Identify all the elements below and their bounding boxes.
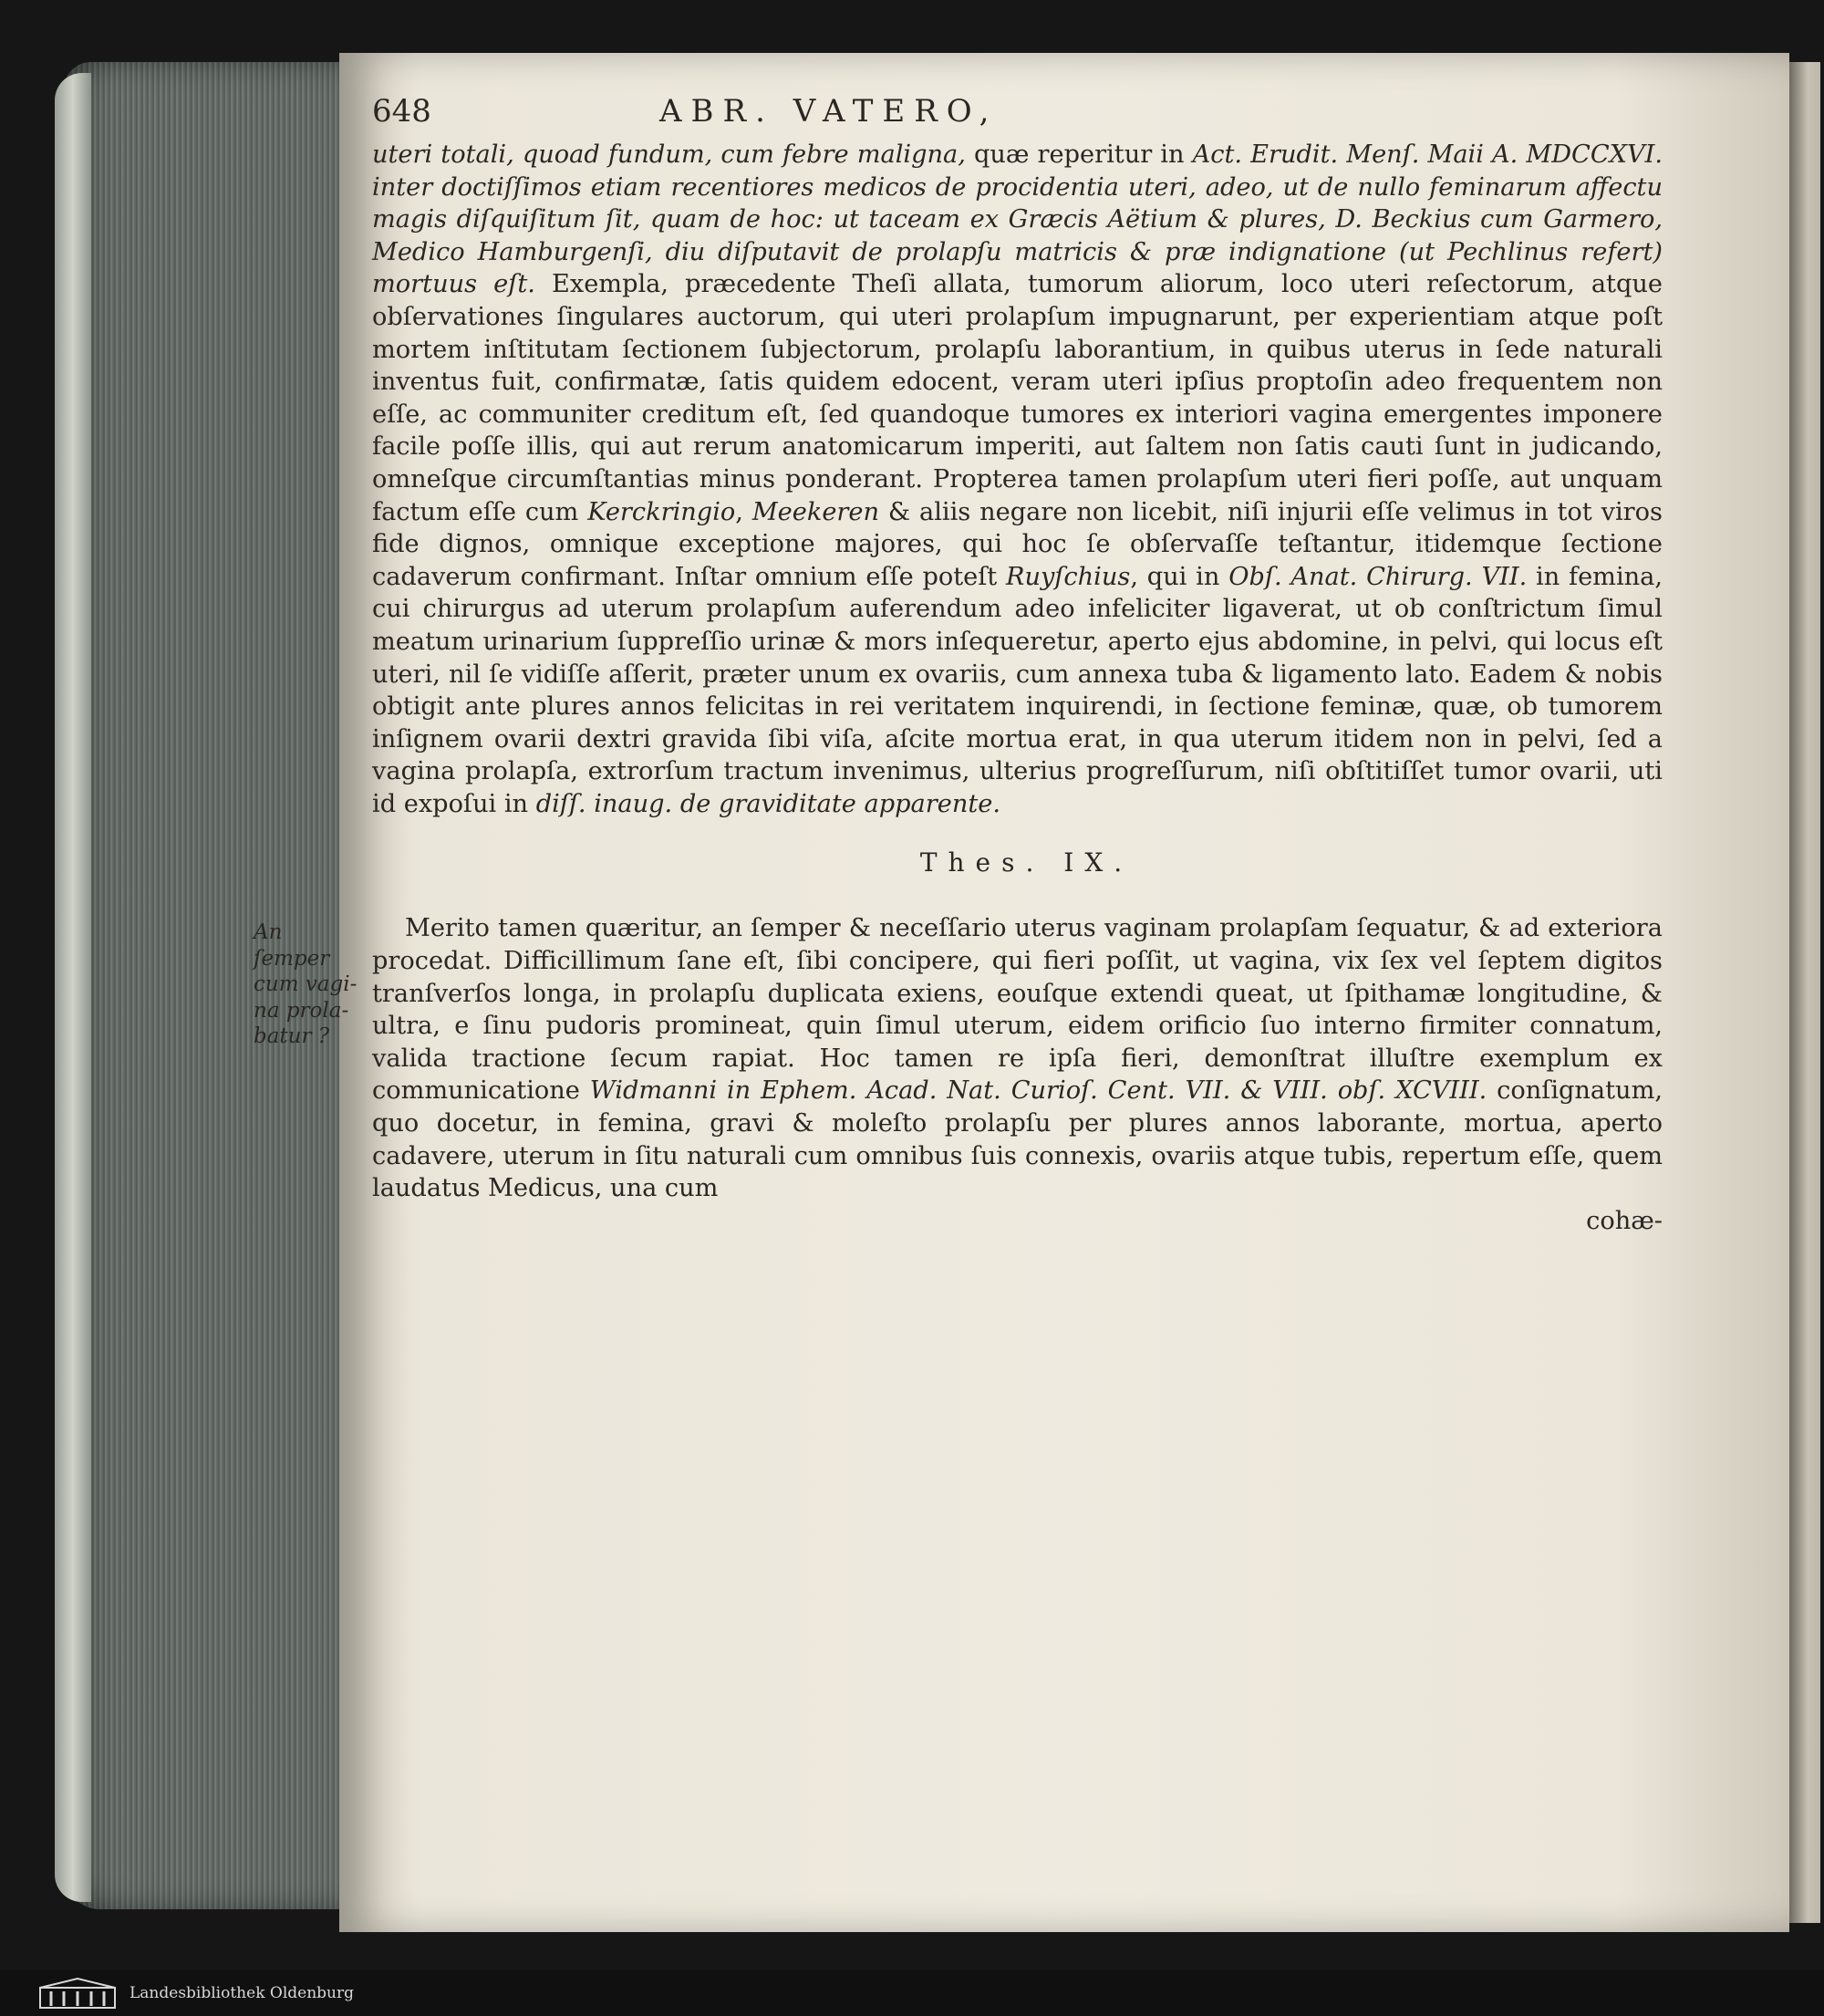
- header-title: ABR. VATERO,: [659, 93, 999, 130]
- text-span: Ruyſchius: [1006, 562, 1131, 591]
- thesis-ix-block: [254, 912, 1663, 1237]
- text-span: Widmanni in Ephem. Acad. Nat. Curioſ. Cent. VII. & VIII. obſ. XCVIII.: [589, 1076, 1487, 1106]
- text-span: Meekeren: [751, 497, 880, 526]
- page-number: 648: [372, 93, 431, 130]
- text-span: , qui in: [1130, 562, 1229, 591]
- section-title: Thes. IX.: [919, 847, 1134, 878]
- text-span: Merito tamen quæritur, an ſemper & neceſſario uterus vaginam prolapſam ſequatur, & ad exteriora procedat. Difficillimum ſane eſt, ſibi concipere, qui fieri poſſit, ut vagina, vix ſex vel ſeptem digitos tranſverſos longa, in prolapſu duplicata exiens, eouſque extendi queat, ut ſpithamæ longitudine, & ultra, e ſinu pudoris promineat, quin ſimul uterum, eidem orificio ſuo interno firmiter connatum, valida tractione ſecum rapiat. Hoc tamen re ipſa fieri, demonſtrat illuſtre exemplum ex communicatione: [372, 914, 1663, 1106]
- footer-bar: [0, 1970, 1824, 2016]
- text-span: & aliis negare non licebit, niſi injurii eſſe velimus in tot viros fide dignos, omnique exceptione majores, qui hoc ſe obſervaſſe teſtantur, itidemque ſectione cadaverum confirmant. Inſtar omnium eſſe poteſt: [372, 497, 1663, 591]
- paragraph-1: [372, 139, 1663, 820]
- library-building-icon: [38, 1977, 117, 2010]
- paragraph-2: [372, 912, 1663, 1204]
- facing-page-edge: [1789, 62, 1820, 1923]
- running-head: [372, 84, 1663, 139]
- text-span: conſignatum, quo docetur, in femina, gravi & moleſto prolapſu per plures annos laborante, mortua, aperto cadavere, uterum in ſitu naturali cum omnibus ſuis connexis, ovariis atque tubis, repertum eſſe, quem laudatus Medicus, una cum: [372, 1076, 1663, 1203]
- library-name: Landesbibliothek Oldenburg: [130, 1984, 355, 2002]
- text-span: Act. Erudit. Menſ. Maii A. MDCCXVI. inter doctiſſimos etiam recentiores medicos de procidentia uteri, adeo, ut de nullo feminarum affectu magis diſquiſitum ſit, quam de hoc: ut taceam ex Græcis Aëtium & plures, D. Beckius cum Garmero, Medico Hamburgenſi, diu diſputavit de prolapſu matricis & præ indignatione (ut Pechlinus refert) mortuus eſt.: [372, 140, 1663, 299]
- text-span: Exempla, præcedente Theſi allata, tumorum aliorum, loco uteri reſectorum, atque obſervationes ſingulares auctorum, qui uteri prolapſum impugnarunt, per experientiam atque poſt mortem inſtitutam ſectionem ſubjectorum, prolapſu laborantium, in quibus uterus in ſede naturali inventus fuit, confirmatæ, ſatis quidem edocent, veram uteri ipſius proptoſin adeo frequentem non eſſe, ac communiter creditum eſt, ſed quandoque tumores ex interiori vagina emergentes imponere facile poſſe illis, qui aut rerum anatomicarum imperiti, aut ſaltem non ſatis cauti ſunt in judicando, omneſque circumſtantias minus ponderant. Propterea tamen prolapſum uteri fieri poſſe, aut unquam factum eſſe cum: [372, 270, 1663, 526]
- text-span: uteri totali, quoad fundum, cum febre maligna,: [372, 140, 966, 169]
- text-span: quæ reperitur in: [965, 140, 1193, 169]
- margin-note: An ſemper cum vagi- na prola- batur ?: [254, 920, 358, 1049]
- text-span: Obſ. Anat. Chirurg. VII.: [1228, 562, 1528, 591]
- catchword: cohæ-: [1586, 1206, 1663, 1235]
- text-span: Kerckringio: [587, 497, 736, 526]
- page-text-area: [254, 84, 1663, 1237]
- text-span: diſſ. inaug. de graviditate apparente.: [535, 789, 1000, 818]
- text-span: in femina, cui chirurgus ad uterum prolapſum auferendum adeo infeliciter ligaverat, ut ob conſtrictum ſimul meatum urinarium ſuppreſſio urinæ & mors inſequeretur, aperto ejus abdomine, in pelvi, qui locus eſt uteri, nil ſe vidiſſe aſſerit, præter unum ex ovariis, cum annexa tuba & ligamento lato. Eadem & nobis obtigit ante plures annos felicitas in rei veritatem inquirendi, in ſectione feminæ, quæ, ob tumorem inſignem ovarii dextri gravida ſibi viſa, aſcite mortua erat, in qua uterum itidem non in pelvi, ſed a vagina prolapſa, extrorſum tractum invenimus, ulterius progreſſurum, niſi obſtitiſſet tumor ovarii, uti id expoſui in: [372, 562, 1663, 818]
- book-cover-edge: [55, 73, 91, 1902]
- text-span: ,: [735, 497, 752, 526]
